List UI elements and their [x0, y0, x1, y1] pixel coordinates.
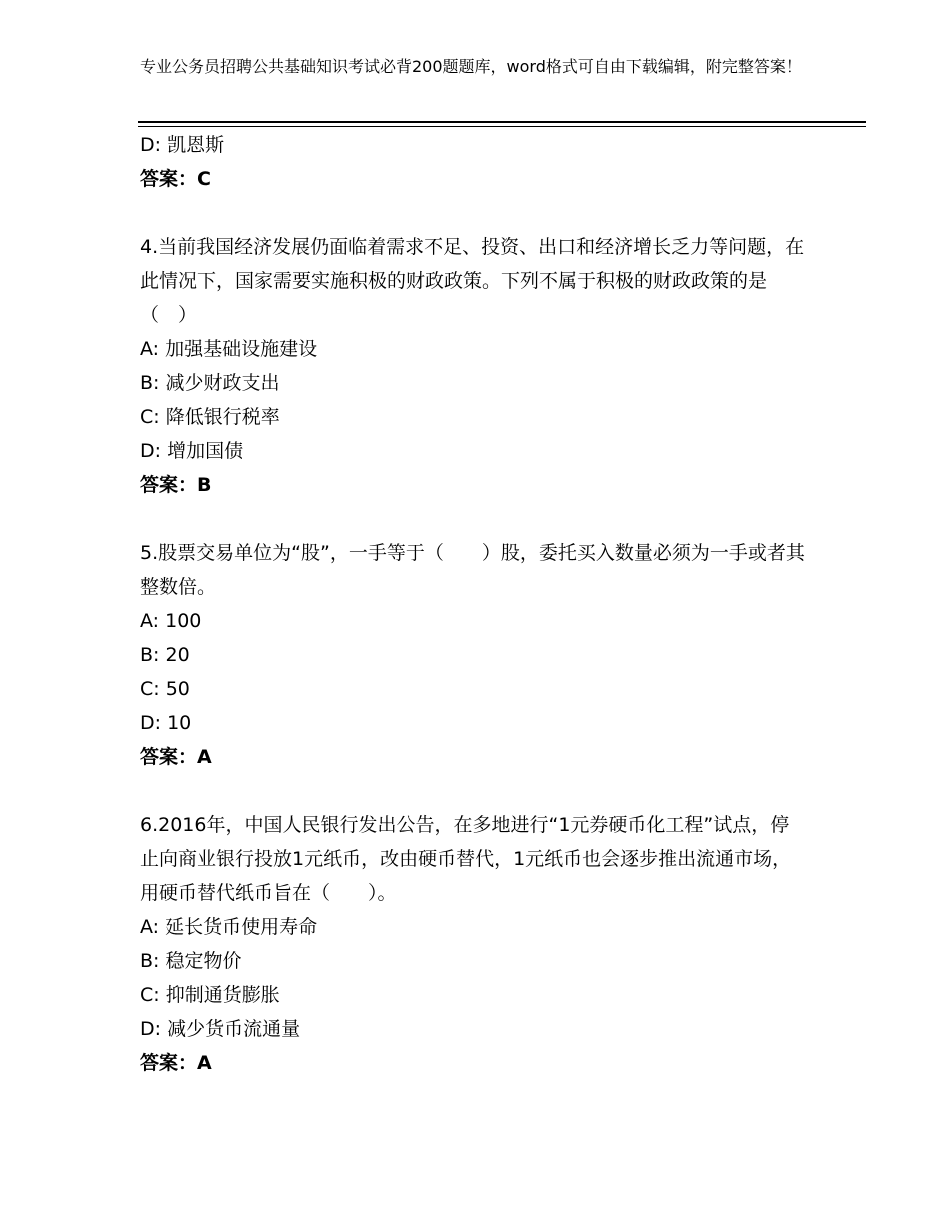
answer-line: 答案：A	[140, 746, 212, 768]
page-header: 专业公务员招聘公共基础知识考试必背200题题库，word格式可自由下载编辑，附完整答案！	[140, 57, 802, 76]
option-b: B: 减少财政支出	[140, 372, 280, 394]
document-body	[140, 128, 830, 1080]
option-a: A: 加强基础设施建设	[140, 338, 318, 360]
option-d: D: 减少货币流通量	[140, 1018, 301, 1040]
option-c: C: 抑制通货膨胀	[140, 984, 280, 1006]
answer-line: 答案：C	[140, 168, 211, 190]
option-a: A: 100	[140, 610, 202, 632]
question-5	[140, 536, 830, 774]
question-stem: 6.2016年，中国人民银行发出公告，在多地进行“1元券硬币化工程”试点，停止向商业银行投放1元纸币，改由硬币替代，1元纸币也会逐步推出流通市场，用硬币替代纸币旨在（ ）。	[140, 814, 792, 904]
question-6	[140, 808, 830, 1080]
option-d: D: 10	[140, 712, 192, 734]
question-stem: 4.当前我国经济发展仍面临着需求不足、投资、出口和经济增长乏力等问题，在此情况下，国家需要实施积极的财政政策。下列不属于积极的财政政策的是（ ）	[140, 236, 805, 326]
option-b: B: 20	[140, 644, 190, 666]
answer-line: 答案：A	[140, 1052, 212, 1074]
option-c: C: 50	[140, 678, 190, 700]
option-d: D: 增加国债	[140, 440, 244, 462]
option-b: B: 稳定物价	[140, 950, 242, 972]
option-d: D: 凯恩斯	[140, 134, 225, 156]
option-c: C: 降低银行税率	[140, 406, 280, 428]
question-stem: 5.股票交易单位为“股”，一手等于（ ）股，委托买入数量必须为一手或者其整数倍。	[140, 542, 805, 598]
option-a: A: 延长货币使用寿命	[140, 916, 318, 938]
answer-line: 答案：B	[140, 474, 212, 496]
header-rule-thin	[138, 126, 866, 127]
header-rule-thick	[138, 121, 866, 123]
question-4	[140, 230, 830, 502]
